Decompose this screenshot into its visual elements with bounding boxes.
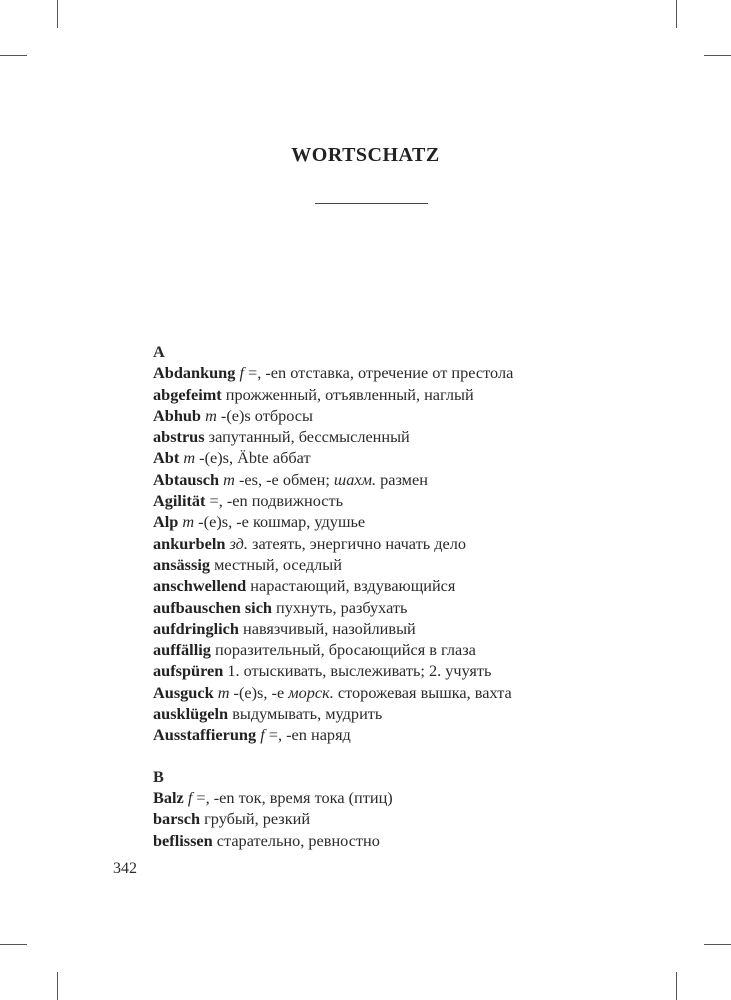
headword: abstrus — [153, 427, 205, 447]
headword: ankurbeln — [153, 533, 226, 553]
glossary-entry — [153, 703, 513, 724]
crop-mark — [57, 0, 58, 28]
headword: aufspüren — [153, 661, 224, 681]
definition: =, -en подвижность — [205, 491, 344, 511]
glossary-entry — [153, 724, 513, 745]
definition: нарастающий, вздувающийся — [246, 576, 456, 596]
grammar-note: f — [239, 363, 244, 383]
headword: abgefeimt — [153, 384, 222, 404]
grammar-note: m — [205, 405, 217, 425]
headword: Agilität — [153, 491, 206, 511]
glossary-entry — [153, 426, 513, 447]
grammar-note: f — [187, 787, 193, 807]
definition: -(e)s, -e кошмар, удушье — [194, 512, 366, 532]
grammar-note: m — [223, 469, 235, 489]
glossary-entry — [153, 682, 513, 703]
headword: aufbauschen sich — [153, 597, 272, 617]
grammar-note: морск. — [288, 682, 334, 702]
glossary-entry — [153, 660, 513, 681]
section-letter: B — [153, 766, 164, 786]
definition: поразительный, бросающийся в глаза — [210, 640, 476, 660]
definition: 1. отыскивать, выслеживать; 2. учуять — [223, 661, 492, 681]
headword: Ausstaffierung — [153, 725, 257, 745]
glossary-entry — [153, 554, 513, 575]
headword: Balz — [153, 787, 184, 807]
headword: aufdringlich — [153, 618, 239, 638]
definition: прожженный, отъявленный, наглый — [221, 384, 474, 404]
glossary-entry — [153, 639, 513, 660]
definition: -(e)s отбросы — [216, 405, 313, 425]
headword: Abt — [153, 448, 180, 468]
grammar-note: зд. — [229, 533, 248, 553]
definition: затеять, энергично начать дело — [247, 533, 466, 553]
glossary-entry — [153, 405, 513, 426]
glossary-entry — [153, 469, 513, 490]
definition: =, -en ток, время тока (птиц) — [192, 787, 393, 807]
headword: anschwellend — [153, 576, 247, 596]
glossary-entry — [153, 384, 513, 405]
grammar-note: m — [217, 682, 230, 702]
headword: beflissen — [153, 830, 213, 850]
page-title: WORTSCHATZ — [291, 144, 440, 166]
definition: старательно, ревностно — [212, 830, 380, 850]
headword: Alp — [153, 512, 179, 532]
grammar-note: f — [260, 725, 265, 745]
glossary — [153, 341, 513, 851]
glossary-entry — [153, 362, 513, 383]
definition: выдумывать, мудрить — [228, 704, 383, 724]
crop-mark — [676, 0, 677, 28]
definition: -es, -e обмен; — [234, 469, 334, 489]
headword: auffällig — [153, 640, 211, 660]
definition: пухнуть, разбухать — [271, 597, 408, 617]
crop-mark — [676, 972, 677, 1000]
title-divider — [315, 203, 428, 204]
headword: Abhub — [153, 405, 201, 425]
definition: запутанный, бессмысленный — [204, 427, 410, 447]
headword: barsch — [153, 809, 201, 829]
glossary-entry — [153, 787, 513, 808]
section-gap — [153, 746, 513, 766]
page-number: 342 — [113, 860, 137, 877]
glossary-entry — [153, 830, 513, 851]
crop-mark — [704, 944, 731, 945]
definition: сторожевая вышка, вахта — [333, 682, 512, 702]
glossary-entry — [153, 490, 513, 511]
definition: навязчивый, назойливый — [238, 618, 416, 638]
headword: Abdankung — [153, 363, 236, 383]
crop-mark — [57, 972, 58, 1000]
section-letter: A — [153, 342, 165, 361]
glossary-entry — [153, 597, 513, 618]
glossary-entry — [153, 618, 513, 639]
definition: -(e)s, Äbte аббат — [195, 448, 311, 468]
grammar-note: m — [182, 512, 195, 532]
grammar-note: шахм. — [333, 469, 377, 489]
crop-mark — [0, 944, 27, 945]
glossary-entry — [153, 447, 513, 468]
headword: Abtausch — [153, 469, 220, 489]
definition: =, -en наряд — [264, 725, 351, 745]
definition: =, -en отставка, отречение от престола — [243, 363, 514, 383]
definition: -(e)s, -e — [229, 682, 289, 702]
headword: ausklügeln — [153, 704, 229, 724]
glossary-entry — [153, 808, 513, 829]
glossary-entry — [153, 575, 513, 596]
definition: местный, оседлый — [210, 554, 342, 574]
glossary-entry — [153, 511, 513, 532]
glossary-entry — [153, 533, 513, 554]
definition: размен — [376, 469, 428, 489]
headword: Ausguck — [153, 682, 214, 702]
crop-mark — [704, 55, 731, 56]
headword: ansässig — [153, 554, 211, 574]
definition: грубый, резкий — [200, 809, 311, 829]
crop-mark — [0, 55, 27, 56]
grammar-note: m — [183, 448, 196, 468]
